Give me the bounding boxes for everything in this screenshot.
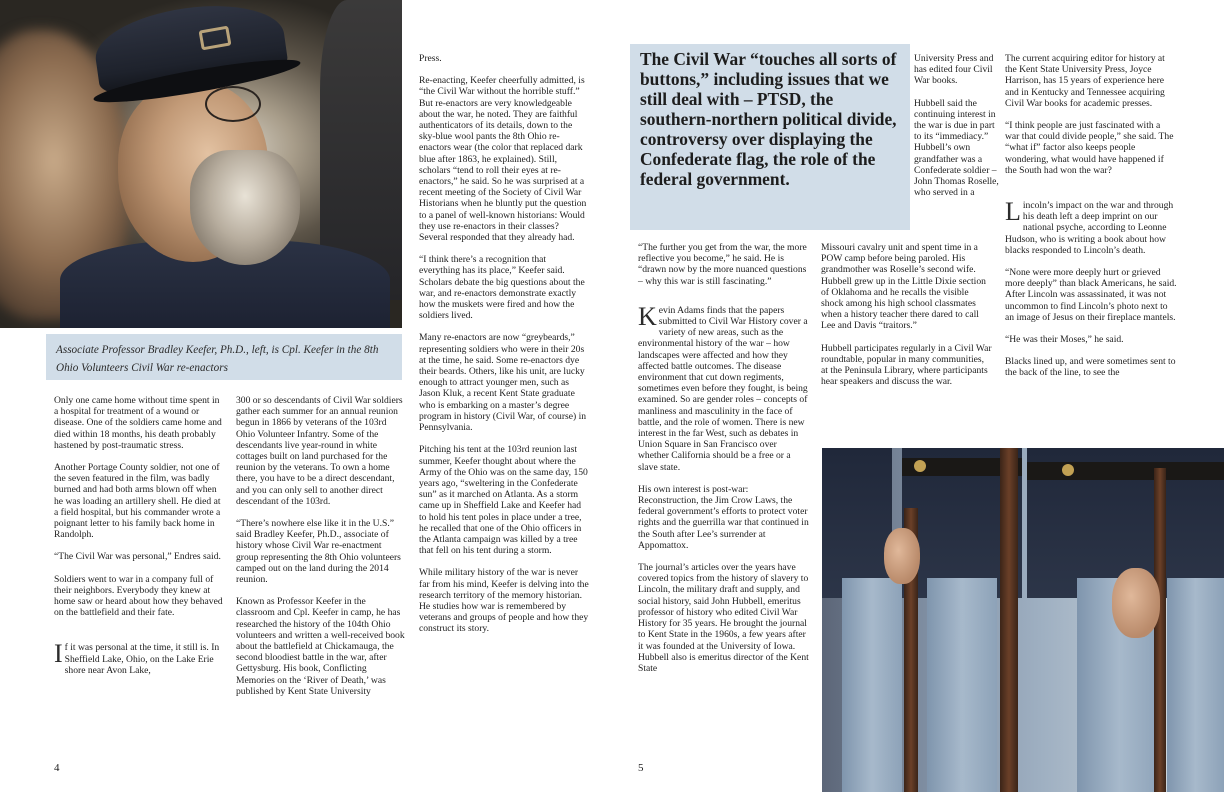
paragraph: Re-enacting, Keefer cheerfully admitted, is “the Civil War without the horrible stuff.” But re-enactors are very knowledgeable about the war, he noted. They are faithful authenticators of its details, down to the sky-blue wool pants the 8th Ohio re-enactors wear (the color that replaced dark blue after 1863, he explained). Still, scholars “tend to roll their eyes at re-enactors,” he said. So he was surprised at a recent meeting of the Society of Civil War Historians when he bluntly put the question to a panel of well-known historians: Would they use re-enactors in their classes? Several responded that they already had. <box>419 75 587 244</box>
paragraph: Soldiers went to war in a company full of their neighbors. Everybody they knew at home saw or heard about how they behaved on the battlefield and their fate. <box>54 573 223 619</box>
paragraph: “There’s nowhere else like it in the U.S.” said Bradley Keefer, Ph.D., associate of history whose Civil War re-enactment group representing the 8th Ohio volunteers camped out on the land during the 2014 reunion. <box>236 518 401 586</box>
paragraph: “I think people are just fascinated with a war that could divide people,” she said. The “what if” factor also keeps people wondering, what would have happened if the South had won the war? <box>1005 120 1174 176</box>
right-column-2 <box>821 242 993 398</box>
paragraph: Pitching his tent at the 103rd reunion last summer, Keefer thought about where the Army of the Ohio was on the same day, 150 years ago, “sweltering in the Confederate sun” as it marched on Atlanta. As a storm came up in Sheffield Lake and Keefer had to hold his tent poles in place under a tree, he recalled that one of the Ohio officers in the Atlanta campaign was killed by a tree that fell on his tent during a storm. <box>419 444 588 557</box>
paragraph: Known as Professor Keefer in the classroom and Cpl. Keefer in camp, he has researched the history of the 104th Ohio volunteers and written a well-received book about the battlefield at Chickamauga, the second bloodiest battle in the war, after Gettysburg. His book, Conflicting Memories on the ‘River of Death,’ was published by Kent State University <box>236 596 405 697</box>
paragraph: Another Portage County soldier, not one of the seven featured in the film, was badly burned and had both arms blown off when he was loading an artillery shell. He died at a field hospital, but his commander wrote a poignant letter to his family back home in Randolph. <box>54 462 221 541</box>
right-column-1 <box>638 242 810 685</box>
dropcap: K <box>638 301 657 331</box>
paragraph: Press. <box>419 53 442 64</box>
paragraph: His own interest is post-war: Reconstruction, the Jim Crow Laws, the federal government’s efforts to protect voter rights and the guerrilla war that continued in the South after Lee’s surrender at Appomattox. <box>638 483 809 551</box>
paragraph: Many re-enactors are now “greybeards,” representing soldiers who were in their 20s at the time, he said. Some re-enactors dye their beards. Others, like his unit, are lucky enough to attract younger men, such as Jason Kluk, a recent Kent State graduate who is embarking on a master’s degree program in history (Civil War, of course) in Pennsylvania. <box>419 332 587 434</box>
paragraph: Only one came home without time spent in a hospital for treatment of a wound or disease. One of the soldiers came home and died within 18 months, his death probably hastened by post-traumatic stress. <box>54 395 222 451</box>
paragraph: University Press and has edited four Civil War books. <box>914 53 994 87</box>
pull-quote <box>630 44 910 230</box>
dropcap: I <box>54 639 63 669</box>
paragraph-dropcap: Lincoln’s impact on the war and through his death left a deep imprint on our national psyche, according to Leonne Hudson, who is writing a book about how blacks responded to Lincoln’s death. <box>1005 197 1174 256</box>
right-page <box>612 0 1224 792</box>
paragraph: The current acquiring editor for history at the Kent State University Press, Joyce Harrison, has 15 years of experience here and in Kentucky and Tennessee acquiring Civil War books for academic presses. <box>1005 53 1165 109</box>
paragraph: “I think there’s a recognition that everything has its place,” Keefer said. Scholars debate the big questions about the war, and re-enactors demonstrate exactly how the muskets were fired and how the soldiers lived. <box>419 254 585 322</box>
paragraph: “The Civil War was personal,” Endres said. <box>54 551 221 563</box>
paragraph-dropcap: Kevin Adams finds that the papers submitted to Civil War History cover a variety of new areas, such as the environmental history of the war – how landscapes were affected and how they affected battle outcomes. The disease environment that cut down regiments, sometimes even before they fought, is being examined. So are gender roles – concepts of manliness and masculinity in the face of battle, and the role of women. There is new interest in the far West, such as debates in Union Square in San Francisco over whether California should be a free or a slave state. <box>638 301 808 473</box>
right-column-3 <box>1005 53 1177 390</box>
uniforms-photo <box>822 448 1224 792</box>
page-number-left: 4 <box>54 762 60 774</box>
paragraph-dropcap: If it was personal at the time, it still is. In Sheffield Lake, Ohio, on the Lake Erie shore near Avon Lake, <box>54 639 220 676</box>
right-column-2-narrow <box>914 53 1002 209</box>
left-column-2 <box>236 395 406 708</box>
photo-caption <box>46 334 402 380</box>
left-column-1 <box>54 395 226 687</box>
page-number-right: 5 <box>638 762 644 774</box>
paragraph: The journal’s articles over the years have covered topics from the history of slavery to Lincoln, the military draft and supply, and social history, said John Hubbell, emeritus professor of history who edited Civil War History for 35 years. He brought the journal to Kent State in the 1960s, a few years after it was founded at the University of Iowa. Hubbell also is emeritus director of the Kent State <box>638 562 809 674</box>
left-column-3 <box>419 53 589 646</box>
paragraph: “He was their Moses,” he said. <box>1005 334 1124 346</box>
paragraph: While military history of the war is never far from his mind, Keefer is delving into the research territory of the memory historian. He studies how war is remembered by veterans and groups of people and how they construct its story. <box>419 567 589 635</box>
paragraph: “The further you get from the war, the more reflective you become,” he said. He is “drawn now by the more nuanced questions – why this war is still fascinating.” <box>638 242 807 287</box>
paragraph: 300 or so descendants of Civil War soldiers gather each summer for an annual reunion begun in 1866 by veterans of the 103rd Ohio Volunteer Infantry. Some of the descendants live year-round in white cottages built on land purchased for the reunion by the veterans. To own a home there, you have to be a direct descendant, and you can only sell to another direct descendant of the 103rd. <box>236 395 403 507</box>
photo-caption-text: Associate Professor Bradley Keefer, Ph.D., left, is Cpl. Keefer in the 8th Ohio Volunteers Civil War re-enactors <box>56 344 379 374</box>
paragraph: Hubbell said the continuing interest in the war is due in part to its “immediacy.” Hubbell’s own grandfather was a Confederate soldier – John Thomas Roselle, who served in a <box>914 97 999 199</box>
paragraph: Missouri cavalry unit and spent time in a POW camp before being paroled. His grandmother was Roselle’s second wife. Hubbell grew up in the Little Dixie section of Oklahoma and he recalls the visible shock among his high school classmates when a history teacher there dared to call Lee and Davis “traitors.” <box>821 242 986 332</box>
paragraph: Hubbell participates regularly in a Civil War roundtable, popular in many communities, at the Peninsula Library, where participants hear speakers and discuss the war. <box>821 342 992 388</box>
pull-quote-text: The Civil War “touches all sorts of buttons,” including issues that we still deal with – PTSD, the southern-northern political divide, controversy over displaying the Confederate flag, the role of the federal government. <box>640 49 897 189</box>
dropcap: L <box>1005 197 1021 227</box>
paragraph: “None were more deeply hurt or grieved more deeply” than black Americans, he said. After Lincoln was assassinated, it was not uncommon to find Lincoln’s photo next to an image of Jesus on their fireplace mantels. <box>1005 267 1177 323</box>
keefer-portrait-photo <box>0 0 402 328</box>
paragraph: Blacks lined up, and were sometimes sent to the back of the line, to see the <box>1005 356 1176 379</box>
